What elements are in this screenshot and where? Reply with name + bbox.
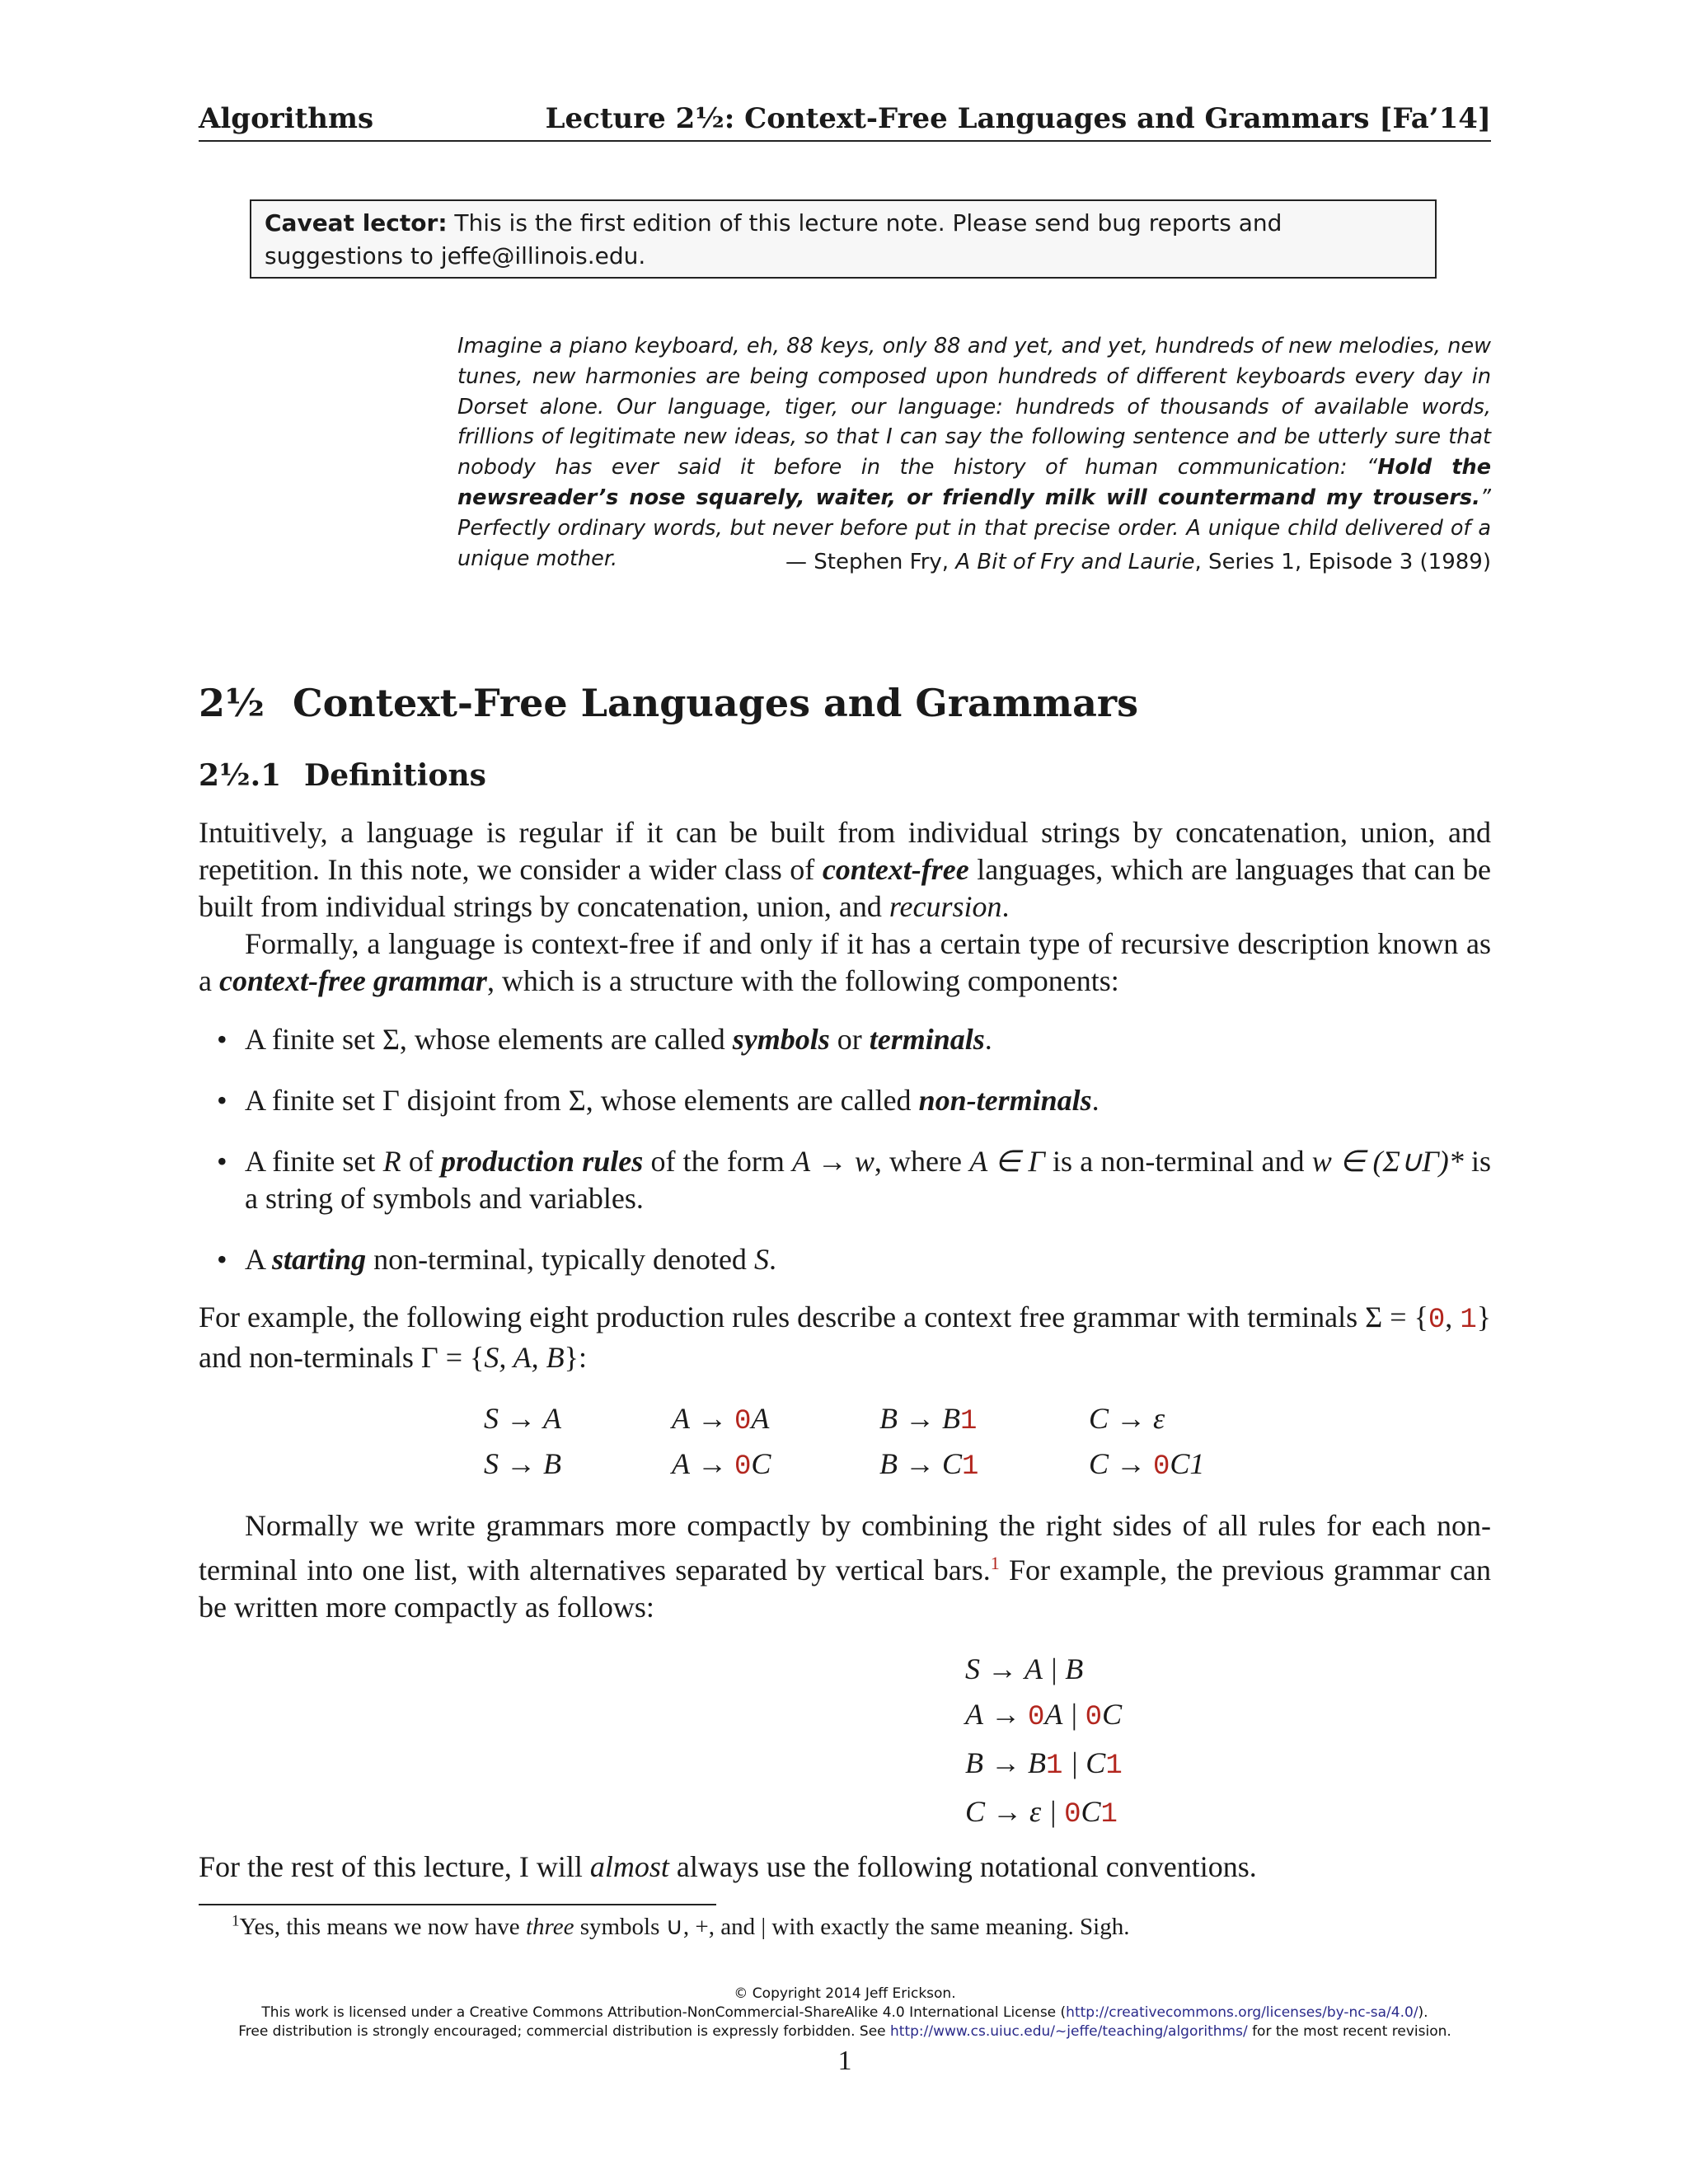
paragraph-compact xyxy=(199,1507,1491,1626)
compact-rule-A xyxy=(965,1692,1123,1741)
c4-arrow: → xyxy=(992,1795,1023,1828)
page-number: 1 xyxy=(837,2046,852,2076)
c4-m1: ε | xyxy=(1029,1795,1065,1828)
rule-lhs: A xyxy=(672,1447,690,1480)
rule-terminal: 0 xyxy=(734,1451,752,1483)
p2-text-a: Formally, a language is context-free if and only if it has a certain type of recursive description known as a xyxy=(199,927,1491,997)
rule-rhs: ε xyxy=(1153,1402,1165,1435)
epigraph-attribution xyxy=(785,550,1491,574)
c2-lhs: A xyxy=(965,1698,983,1731)
rule-lhs: C xyxy=(1089,1402,1109,1435)
production-rule xyxy=(879,1401,977,1437)
c2-t2: 0 xyxy=(1085,1702,1103,1733)
rule-rhs: C xyxy=(942,1447,963,1480)
rule-rhs: B xyxy=(543,1447,561,1480)
license-link[interactable]: http://creativecommons.org/licenses/by-nc-sa/4.0/ xyxy=(1066,2004,1418,2021)
p1-text-c: languages, which are languages that can be built from individual strings by concatenation, union, and xyxy=(199,853,1491,923)
b2-nonterminals: non-terminals xyxy=(918,1084,1092,1117)
c1-arrow: → xyxy=(987,1652,1017,1685)
c4-t2: 1 xyxy=(1100,1799,1118,1830)
production-rule xyxy=(484,1401,561,1437)
attrib-suffix: , Series 1, Episode 3 (1989) xyxy=(1194,550,1491,574)
rule-lhs: C xyxy=(1089,1447,1109,1480)
rule-rhs: B xyxy=(942,1402,960,1435)
rule-terminal: 0 xyxy=(734,1406,752,1437)
c4-m2: C xyxy=(1081,1795,1101,1828)
license-footer xyxy=(199,1985,1491,2041)
rule-arrow: → xyxy=(1116,1447,1146,1480)
fn-c: symbols ∪, +, and | with exactly the same meaning. Sigh. xyxy=(574,1914,1130,1940)
p2-text-c: , which is a structure with the following components: xyxy=(486,964,1119,997)
footnote-number: 1 xyxy=(232,1912,240,1930)
distribution-text-b: for the most recent revision. xyxy=(1247,2023,1451,2040)
header-lecture-title: Lecture 2½: Context-Free Languages and Grammars [Fa’14] xyxy=(545,102,1491,135)
footnote xyxy=(232,1912,1130,1941)
paragraph-example xyxy=(199,1299,1491,1376)
rule-lhs: B xyxy=(879,1402,898,1435)
c3-t2: 1 xyxy=(1105,1750,1123,1782)
rule-lhs: S xyxy=(484,1402,499,1435)
copyright-line: © Copyright 2014 Jeff Erickson. xyxy=(734,1985,956,2002)
epigraph-text-end: ” Perfectly ordinary words, but never before put in that precise order. A unique child delivered of a unique mother. xyxy=(457,485,1491,571)
c2-e: C xyxy=(1102,1698,1123,1731)
footnote-rule xyxy=(199,1904,716,1905)
b3-cond2: w ∈ (Σ∪Γ)* xyxy=(1311,1145,1464,1178)
p1-term-context-free: context-free xyxy=(822,853,969,886)
b1-terminals: terminals xyxy=(869,1023,985,1056)
compact-rule-S xyxy=(965,1647,1123,1692)
running-header xyxy=(199,97,1491,142)
p4-a: Normally we write grammars more compactly by combining the right sides of all rules for each non-terminal into one list, with alternatives separated by vertical bars. xyxy=(199,1509,1491,1586)
rule-terminal: 1 xyxy=(962,1451,979,1483)
b4-c: non-terminal, typically denoted xyxy=(366,1243,754,1276)
b1-e: . xyxy=(984,1023,992,1056)
subsection-title: Definitions xyxy=(304,758,486,793)
license-line xyxy=(199,2004,1491,2022)
rule-rhs-tail: A xyxy=(751,1402,770,1435)
paragraph-formally xyxy=(199,926,1491,1000)
c3-arrow: → xyxy=(991,1746,1020,1779)
attrib-prefix: — Stephen Fry, xyxy=(785,550,956,574)
c3-m1: B xyxy=(1028,1746,1046,1779)
compact-grammar xyxy=(965,1647,1123,1838)
section-number: 2½ xyxy=(199,681,265,725)
header-course: Algorithms xyxy=(199,102,374,135)
b3-e: , where xyxy=(874,1145,970,1178)
license-text-b: ). xyxy=(1418,2004,1428,2021)
p3-terminal-0: 0 xyxy=(1428,1305,1446,1336)
b3-production-rules: production rules xyxy=(441,1145,644,1178)
c2-t1: 0 xyxy=(1028,1702,1045,1733)
b3-a: A finite set xyxy=(245,1145,383,1178)
p1-text-a: Intuitively, a language is regular if it can be built from individual strings by concatenation, union, and repetition. In this note, we consider a wider class of xyxy=(199,816,1491,886)
production-rule xyxy=(484,1446,561,1483)
c2-m: A | xyxy=(1044,1698,1085,1731)
list-item-starting xyxy=(245,1241,1491,1278)
b3-d: of the form xyxy=(643,1145,793,1178)
rule-arrow: → xyxy=(905,1402,935,1435)
rule-arrow: → xyxy=(697,1402,727,1435)
c1-rhs: A | B xyxy=(1025,1652,1084,1685)
rule-arrow: → xyxy=(506,1402,536,1435)
p5-almost: almost xyxy=(589,1850,669,1883)
c2-arrow: → xyxy=(991,1698,1020,1731)
course-website-link[interactable]: http://www.cs.uiuc.edu/~jeffe/teaching/algorithms/ xyxy=(890,2023,1248,2040)
section-heading xyxy=(199,681,1138,725)
production-rule xyxy=(672,1401,769,1437)
b3-rule: A → w xyxy=(792,1145,874,1178)
rule-arrow: → xyxy=(905,1447,935,1480)
rule-rhs-tail: C1 xyxy=(1170,1447,1205,1480)
epigraph-text: Imagine a piano keyboard, eh, 88 keys, only 88 and yet, and yet, hundreds of new melodies, new tunes, new harmonies are being composed upon hundreds of different keyboards every day in Dorset alone. Our language, tiger, our language: hundreds of thousands of available words, frillions of legitimate new ideas, so that I can say the following sentence and be utterly sure that nobody has ever said it before in the history of human communication: “ xyxy=(457,334,1491,480)
compact-rule-C xyxy=(965,1789,1123,1838)
b4-S: S xyxy=(753,1243,769,1276)
p1-period: . xyxy=(1001,890,1010,923)
rule-rhs-tail: C xyxy=(751,1447,771,1480)
b2-a: A finite set Γ disjoint from Σ, whose elements are called xyxy=(245,1084,919,1117)
caveat-label: Caveat lector: xyxy=(265,209,448,237)
rule-lhs: A xyxy=(672,1402,690,1435)
compact-rule-B xyxy=(965,1741,1123,1789)
rule-arrow: → xyxy=(506,1447,536,1480)
p5-a: For the rest of this lecture, I will xyxy=(199,1850,590,1883)
rule-terminal: 0 xyxy=(1153,1451,1170,1483)
production-rule xyxy=(1089,1401,1165,1437)
rule-arrow: → xyxy=(697,1447,727,1480)
production-rule xyxy=(672,1446,771,1483)
c4-lhs: C xyxy=(965,1795,986,1828)
p1-recursion: recursion xyxy=(889,890,1002,923)
p3-comma: , xyxy=(1445,1301,1461,1333)
b3-g: is a string of symbols and variables. xyxy=(245,1145,1491,1215)
p3-a: For example, the following eight production rules describe a context free grammar with terminals Σ = { xyxy=(199,1301,1428,1333)
rule-lhs: B xyxy=(879,1447,898,1480)
p4-b: For example, the previous grammar can be written more compactly as follows: xyxy=(199,1554,1491,1624)
p3-terminal-1: 1 xyxy=(1460,1305,1477,1336)
b3-R: R xyxy=(382,1145,401,1178)
b4-starting: starting xyxy=(272,1243,367,1276)
c3-lhs: B xyxy=(965,1746,983,1779)
b3-cond: A ∈ Γ xyxy=(969,1145,1045,1178)
epigraph-bold-quote: Hold the newsreader’s nose squarely, waiter, or friendly milk will countermand my trousers. xyxy=(457,455,1491,510)
c3-m2: | C xyxy=(1062,1746,1106,1779)
subsection-heading xyxy=(199,758,486,793)
list-item-production-rules xyxy=(245,1143,1491,1217)
b1-c: or xyxy=(829,1023,870,1056)
list-item-symbols xyxy=(245,1021,1491,1058)
section-title: Context-Free Languages and Grammars xyxy=(293,681,1139,725)
b3-f: is a non-terminal and xyxy=(1044,1145,1312,1178)
attrib-title: A Bit of Fry and Laurie xyxy=(955,550,1195,574)
fn-a: Yes, this means we now have xyxy=(239,1914,526,1940)
b4-d: . xyxy=(768,1243,776,1276)
b4-a: A xyxy=(245,1243,273,1276)
p5-c: always use the following notational conventions. xyxy=(668,1850,1257,1883)
production-rule xyxy=(879,1446,978,1483)
rule-arrow: → xyxy=(1116,1402,1146,1435)
caveat-box xyxy=(250,199,1437,279)
footnote-marker[interactable]: 1 xyxy=(990,1553,1000,1573)
epigraph xyxy=(457,331,1491,574)
b1-symbols: symbols xyxy=(732,1023,830,1056)
p3-c: }: xyxy=(564,1341,587,1374)
license-text-a: This work is licensed under a Creative Commons Attribution-NonCommercial-ShareAlike 4.0 International License ( xyxy=(261,2004,1067,2021)
distribution-text-a: Free distribution is strongly encouraged; commercial distribution is expressly forbidden. See xyxy=(238,2023,891,2040)
c3-t1: 1 xyxy=(1046,1750,1063,1782)
b3-b: of xyxy=(401,1145,442,1178)
b1-a: A finite set Σ, whose elements are called xyxy=(245,1023,733,1056)
b2-c: . xyxy=(1091,1084,1100,1117)
p3-nonterminals: S, A, B xyxy=(484,1341,565,1374)
distribution-line xyxy=(199,2022,1491,2041)
c1-lhs: S xyxy=(965,1652,980,1685)
list-item-nonterminals xyxy=(245,1082,1491,1119)
caveat-text: This is the first edition of this lecture note. Please send bug reports and suggestions to jeffe@illinois.edu. xyxy=(265,209,1282,269)
rule-terminal: 1 xyxy=(960,1406,978,1437)
production-rule xyxy=(1089,1446,1204,1483)
c4-t1: 0 xyxy=(1064,1799,1081,1830)
p3-b: } and non-terminals Γ = { xyxy=(199,1301,1491,1374)
fn-three: three xyxy=(525,1914,574,1940)
rule-rhs: A xyxy=(543,1402,561,1435)
paragraph-intro xyxy=(199,814,1491,926)
rule-lhs: S xyxy=(484,1447,499,1480)
p2-term-cfg: context-free grammar xyxy=(218,964,487,997)
paragraph-conventions xyxy=(199,1849,1491,1886)
subsection-number: 2½.1 xyxy=(199,758,282,793)
